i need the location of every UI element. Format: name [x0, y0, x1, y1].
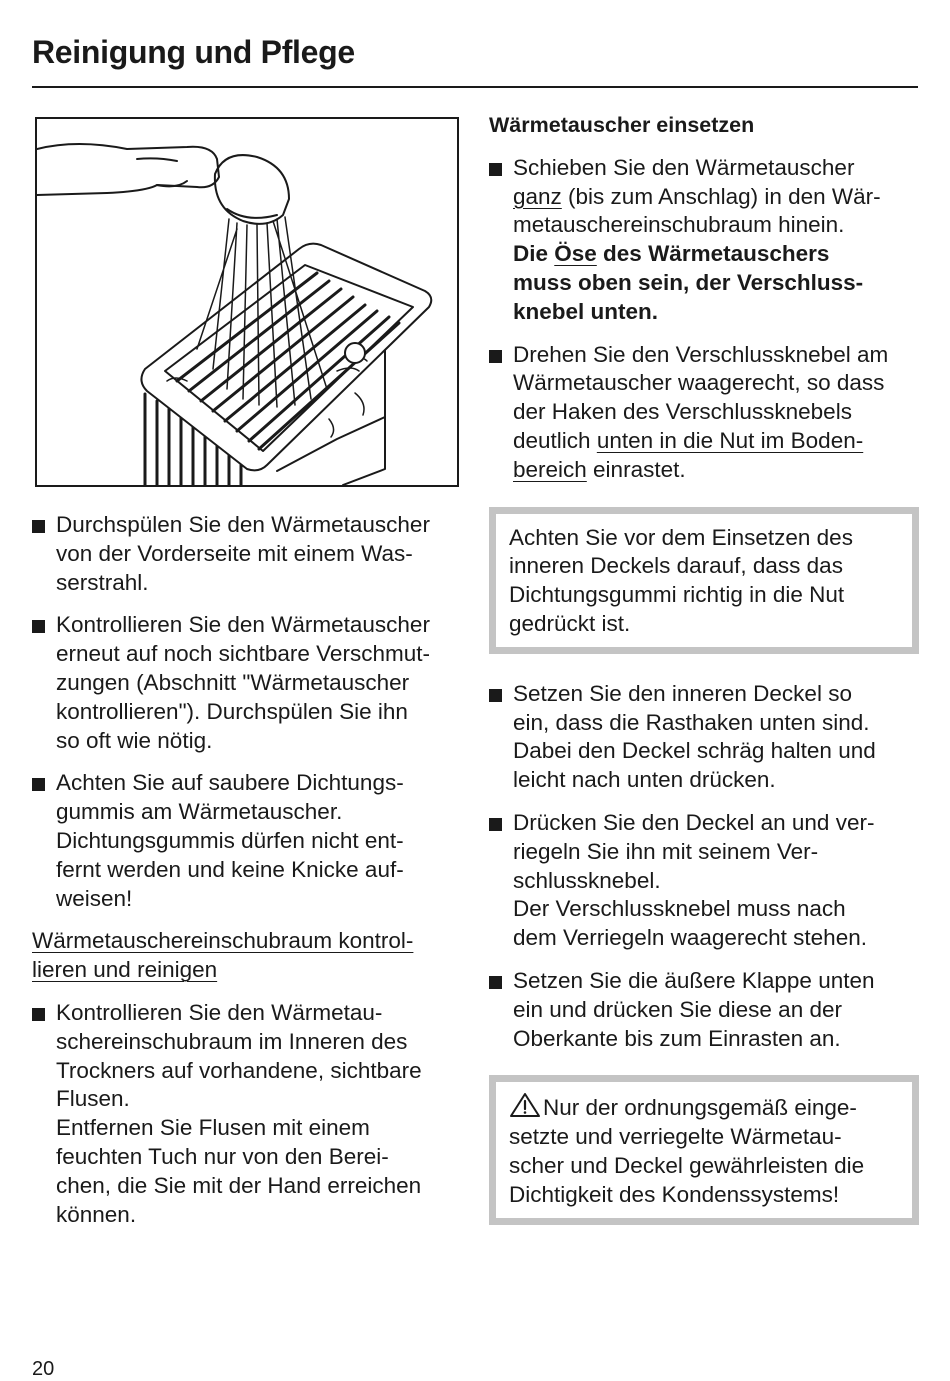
text-line: Dichtungsgummis dürfen nicht ent-: [56, 827, 404, 853]
text-line: erneut auf noch sichtbare Verschmut-: [56, 641, 430, 667]
text-line: schereinschubraum im Inneren des: [56, 1028, 408, 1054]
text-line: Kontrollieren Sie den Wärmetauscher: [56, 612, 430, 638]
heat-exchanger-rinse-illustration: [37, 119, 457, 485]
section-heading: Wärmetauscher einsetzen: [489, 113, 755, 137]
page-number: 20: [32, 1358, 55, 1380]
text-line: können.: [56, 1201, 137, 1227]
list-item: [32, 511, 462, 597]
list-item: [32, 611, 462, 755]
warning-triangle-icon: [509, 1092, 541, 1118]
list-item: [32, 999, 462, 1229]
warning-box: Nur der ordnungsgemäß einge- setzte und verriegelte Wärmetau- scher und Deckel gewährleisten die Dichtigkeit des Kondenssystems!: [489, 1075, 919, 1224]
text-line: Durchspülen Sie den Wärmetauscher: [56, 512, 430, 537]
text-line: weisen!: [56, 885, 133, 911]
list-item: [32, 769, 462, 913]
note-box: Achten Sie vor dem Einsetzen des inneren Deckels darauf, dass das Dichtungsgummi richtig in die Nut gedrückt ist.: [489, 507, 919, 654]
text-line: Achten Sie auf saubere Dichtungs-: [56, 770, 404, 796]
text-line: kontrollieren"). Durchspülen Sie ihn: [56, 698, 408, 724]
text-line: von der Vorderseite mit einem Was-: [56, 540, 413, 566]
text-line: Trockners auf vorhandene, sichtbare: [56, 1057, 422, 1083]
text-line: serstrahl.: [56, 569, 149, 595]
list-item: Drücken Sie den Deckel an und ver- riegeln Sie ihn mit seinem Ver- schlussknebel. Der Verschlussknebel muss nach dem Verriegeln waagerecht stehen.: [489, 809, 921, 953]
text-line: chen, die Sie mit der Hand erreichen: [56, 1172, 422, 1198]
text-line: gummis am Wärmetauscher.: [56, 799, 343, 825]
section-subheading: Wärmetauschereinschubraum kontrol- lieren und reinigen: [32, 928, 414, 983]
text-line: Kontrollieren Sie den Wärmetau-: [56, 999, 383, 1025]
right-column: [489, 111, 921, 1243]
heat-exchanger-illustration: [35, 117, 459, 487]
text-line: Flusen.: [56, 1086, 130, 1112]
text-line: so oft wie nötig.: [56, 727, 213, 753]
title-rule: [32, 86, 918, 88]
list-item: Setzen Sie den inneren Deckel so ein, dass die Rasthaken unten sind. Dabei den Deckel schräg halten und leicht nach unten drücken.: [489, 680, 921, 795]
page-title: Reinigung und Pflege: [32, 34, 355, 70]
text-line: fernt werden und keine Knicke auf-: [56, 856, 404, 882]
left-column: [32, 511, 462, 1243]
text-line: feuchten Tuch nur von den Berei-: [56, 1143, 389, 1169]
list-item: Setzen Sie die äußere Klappe unten ein und drücken Sie diese an der Oberkante bis zum Einrasten an.: [489, 967, 921, 1053]
list-item: Schieben Sie den Wärmetauscher ganz (bis zum Anschlag) in den Wär- metauschereinschubraum hinein. Die Öse des Wärmetauschers muss oben sein, der Verschluss- knebel unten.: [489, 154, 921, 327]
text-line: zungen (Abschnitt "Wärmetauscher: [56, 669, 410, 695]
text-line: Entfernen Sie Flusen mit einem: [56, 1115, 370, 1141]
list-item: Drehen Sie den Verschlussknebel am Wärmetauscher waagerecht, so dass der Haken des Verschlussknebels deutlich unten in die Nut im Boden- bereich einrastet.: [489, 341, 921, 485]
